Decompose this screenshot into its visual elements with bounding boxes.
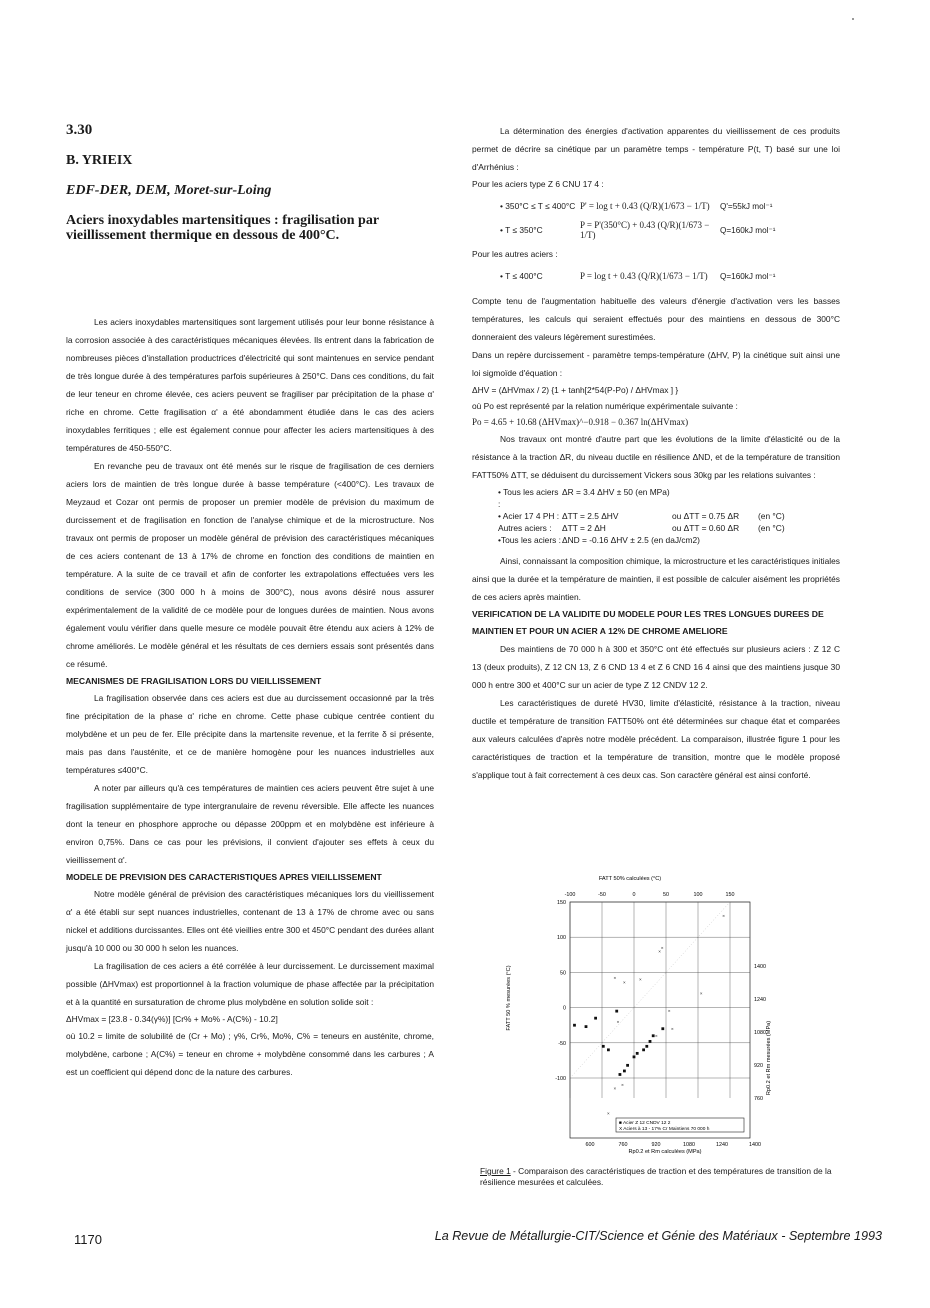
left-tick-label: 100	[557, 935, 566, 942]
heading-verification: VERIFICATION DE LA VALIDITE DU MODELE POUR LES TRES LONGUES DUREES DE MAINTIEN ET POUR UN ACIER A 12% DE CHROME AMELIORE	[472, 609, 824, 636]
left-tick-label: 0	[563, 1005, 566, 1012]
data-point-x: ×	[658, 948, 661, 954]
formula-row	[472, 218, 840, 242]
scan-mark	[852, 18, 854, 20]
section-number: 3.30	[66, 122, 93, 138]
top-tick-label: 150	[725, 892, 735, 898]
ainsi-paragraph: Ainsi, connaissant la composition chimique, la microstructure et les caractéristiques initiales ainsi que la durée et la température de maintien, il est possible de calculer aisément les propriétés de ces aciers après maintien.	[472, 556, 840, 602]
mech-paragraph-1: La fragilisation observée dans ces aciers est due au durcissement occasionné par la très fine précipitation de la phase α' riche en chrome. Cette phase cubique centrée contient du molybdène et un peu de fer. Elle précipite dans la martensite revenue, et la ferrite δ si présente, mais pas dans l'austénite, et ce de manière homogène pour les nuances industrielles aux températures ≤400°C.	[66, 693, 434, 775]
data-point-square	[602, 1045, 605, 1048]
right-tick-label: 1400	[754, 964, 766, 970]
relation-unit: (en °C)	[758, 523, 785, 533]
formula: P = P'(350°C) + 0.43 (Q/R)(1/673 − 1/T)	[580, 220, 710, 240]
plot-frame	[570, 902, 750, 1138]
data-point-square	[573, 1024, 576, 1027]
formula-block-1	[472, 194, 840, 242]
formula-block-2	[472, 264, 840, 288]
affiliation: EDF-DER, DEM, Moret-sur-Loing	[66, 183, 272, 198]
top-tick-label: 0	[632, 892, 636, 898]
data-point-x: ×	[655, 1033, 658, 1039]
mech-paragraph-2: A noter par ailleurs qu'à ces températures de maintien ces aciers peuvent être sujet à une fragilisation supplémentaire de type intergranulaire de revenu réversible. Elle affecte les nuances dont la teneur en phosphore approche ou dépasse 200ppm et en molybdène est inférieure à environ 0,75%. Dans ce cas pour les prévisions, il convient d'ajouter ses effets à ceux du vieillissement α'.	[66, 783, 434, 865]
po-label: où Po est représenté par la relation numérique expérimentale suivante :	[472, 401, 738, 411]
figure-caption	[480, 1166, 850, 1188]
top-tick-label: -100	[564, 892, 576, 898]
relation-unit: (en °C)	[758, 511, 785, 521]
relations-table	[472, 486, 840, 546]
relation-formula: ΔTT = 2 ΔH	[562, 523, 606, 533]
model-paragraph-3: où 10.2 = limite de solubilité de (Cr + Mo) ; γ%, Cr%, Mo%, C% = teneurs en austénite, chrome, molybdène, carbone ; A(C%) = teneur en chrome + molybdène consommé dans les carbures ; A est un coefficient qui dépend donc de la nature des carbures.	[66, 1031, 434, 1077]
journal-footer: La Revue de Métallurgie-CIT/Science et Génie des Matériaux - Septembre 1993	[434, 1229, 882, 1243]
author: B. YRIEIX	[66, 153, 133, 168]
activation-energy: Q=160kJ mol⁻¹	[720, 272, 776, 281]
figure-caption-text: - Comparaison des caractéristiques de traction et des températures de transition de la résilience mesurées et calculées.	[480, 1166, 832, 1187]
data-point-x: ×	[616, 1019, 620, 1025]
bottom-tick-label: 1080	[683, 1142, 695, 1148]
legend-entry: X Aciers à 13 - 17% Cr Maintiens 70 000 h	[619, 1127, 710, 1132]
bottom-tick-label: 1400	[749, 1142, 761, 1148]
right-column	[472, 122, 840, 784]
data-point-square	[633, 1055, 636, 1058]
top-tick-label: 50	[663, 892, 669, 898]
relation-row	[472, 534, 840, 546]
right-axis-label: Rp0.2 et Rm mesurées (MPa)	[766, 1020, 772, 1096]
plot-area	[555, 892, 766, 1148]
formula-condition: • T ≤ 400°C	[500, 271, 543, 281]
left-tick-label: -100	[555, 1076, 566, 1082]
relation-label: Autres aciers :	[498, 523, 552, 533]
top-axis-label: FATT 50% calculées (°C)	[598, 876, 662, 882]
relation-alt: ou ΔTT = 0.60 ΔR	[672, 523, 740, 533]
repere-paragraph: Dans un repère durcissement - paramètre temps-température (ΔHV, P) la cinétique suit ainsi une loi sigmoïde d'équation :	[472, 350, 840, 378]
right-tick-label: 1080	[754, 1030, 766, 1036]
data-point-square	[649, 1040, 652, 1043]
data-point-x: ×	[623, 979, 626, 985]
data-point-x: ×	[607, 1110, 610, 1116]
formula: P' = log t + 0.43 (Q/R)(1/673 − 1/T)	[580, 201, 710, 211]
relation-formula: ΔR = 3.4 ΔHV ± 50 (en MPa)	[562, 487, 670, 497]
equation-hv-max: ΔHVmax = [23.8 - 0.34(γ%)] [Cr% + Mo% - A(C%) - 10.2]	[66, 1014, 278, 1024]
second-paragraph: En revanche peu de travaux ont été menés sur le risque de fragilisation de ces derniers aciers lors de maintien de très longue durée à basse température (<400°C). Les travaux de Meyzaud et Cozar ont permis de proposer un premier modèle de prévision du maximum de durcissement et de fragilisation en fonction de l'analyse chimique et de la microstructure. Nos travaux ont permis de proposer un modèle général de prévision des caractéristiques mécaniques de ces aciers contenant de 13 à 17% de chrome en fonction des conditions de maintien en température. A la suite de ce travail et afin de conforter les extrapolations effectuées vers les conditions de service (300 000 h à moins de 300°C), nous avons désiré nous assurer expérimentalement de la validité de ce modèle pour de longues durées de maintien. Nous avons également voulu vérifier dans quelle mesure ce modèle pouvait être étendu aux aciers à 12% de chrome améliorés. Le modèle général et les résultats de ces derniers essais sont présentés dans ce résumé.	[66, 461, 434, 669]
data-point-square	[642, 1048, 645, 1051]
legend-entry: ■ Acier Z 12 CNDV 12 2	[619, 1121, 671, 1126]
reference-diagonal	[570, 902, 730, 1078]
relation-label: •Tous les aciers :	[498, 535, 561, 545]
data-point-x: ×	[660, 945, 664, 951]
page-number: 1170	[74, 1232, 102, 1247]
data-point-square	[645, 1045, 648, 1048]
data-point-x: ×	[671, 1026, 674, 1032]
model-paragraph-2: La fragilisation de ces aciers a été corrélée à leur durcissement. Le durcissement maximal possible (ΔHVmax) est proportionnel à la fraction volumique de phase affectée par la précipitation et à la quantité en sursaturation de chrome plus molybdène en solution solide soit :	[66, 961, 434, 1007]
formula-row	[472, 194, 840, 218]
left-axis-label: FATT 50 % mesurées (°C)	[506, 965, 512, 1031]
activation-energy: Q=160kJ mol⁻¹	[720, 226, 776, 235]
data-point-square	[623, 1070, 626, 1073]
paper-title: Aciers inoxydables martensitiques : fragilisation par vieillissement thermique en dessous de 400°C.	[66, 213, 379, 243]
formula-condition: • 350°C ≤ T ≤ 400°C	[500, 201, 576, 211]
data-point-square	[585, 1025, 588, 1028]
left-tick-label: 150	[557, 900, 566, 906]
left-tick-label: 50	[560, 970, 566, 977]
left-column	[66, 122, 434, 1081]
data-point-square	[594, 1017, 597, 1020]
relation-row	[472, 510, 840, 522]
right-tick-label: 920	[754, 1063, 763, 1069]
relation-formula: ΔND = -0.16 ΔHV ± 2.5 (en daJ/cm2)	[562, 535, 700, 545]
data-point-x: ×	[613, 1086, 617, 1092]
heading-modele: MODELE DE PREVISION DES CARACTERISTIQUES APRES VIEILLISSEMENT	[66, 872, 382, 882]
heading-mecanismes: MECANISMES DE FRAGILISATION LORS DU VIEILLISSEMENT	[66, 676, 322, 686]
relation-alt: ou ΔTT = 0.75 ΔR	[672, 511, 740, 521]
relation-row	[472, 486, 840, 510]
right-tick-label: 1240	[754, 997, 766, 1003]
figure-caption-label: Figure 1	[480, 1166, 511, 1176]
formula: P = log t + 0.43 (Q/R)(1/673 − 1/T)	[580, 271, 708, 281]
data-point-x: ×	[699, 991, 703, 997]
relation-row	[472, 522, 840, 534]
data-point-square	[615, 1010, 618, 1013]
top-tick-label: -50	[598, 892, 606, 898]
energy-paragraph: Compte tenu de l'augmentation habituelle des valeurs d'énergie d'activation vers les basses températures, les calculs qui seraient effectués pour des maintiens en dessous de 300°C donneraient des valeurs légèrement surestimées.	[472, 296, 840, 342]
equation-sigmoid: ΔHV = (ΔHVmax / 2) {1 + tanh[2*54(P-Po) / ΔHVmax ] }	[472, 385, 679, 395]
data-point-square	[661, 1027, 664, 1030]
bottom-tick-label: 600	[585, 1142, 595, 1148]
data-point-x: ×	[722, 913, 725, 919]
left-tick-label: -50	[558, 1040, 566, 1047]
intro-paragraph: Les aciers inoxydables martensitiques sont largement utilisés pour leur bonne résistance à la corrosion associée à des caractéristiques mécaniques élevées. Ils entrent dans la fabrication de nombreuses pièces d'installation productrices d'électricité qui sont maintenues en service pendant de très longue durée à des températures parfois supérieures à 250°C. Dans ces conditions, du fait de leur teneur en chrome élevée, ces aciers peuvent se fragiliser par précipitation de la phase α' riche en chrome. Cette fragilisation α' a été abondamment étudiée dans le cas des aciers inoxydables ferritiques ; elle est également connue pour affecter les aciers martensitiques à des températures de 450-550°C.	[66, 317, 434, 453]
verif-paragraph-2: Les caractéristiques de dureté HV30, limite d'élasticité, résistance à la traction, niveau ductile et température de transition FATT50% ont été déterminées sur chaque état et comparées aux valeurs calculées d'après notre modèle précédent. La comparaison, illustrée figure 1 pour les caractéristiques de traction et la température de transition, montre que le modèle proposé s'applique tout à fait correctement à ces deux cas. Son caractère général est ainsi conforté.	[472, 698, 840, 780]
model-paragraph-1: Notre modèle général de prévision des caractéristiques mécaniques lors du vieillissement α' a été établi sur sept nuances industrielles, contenant de 13 à 17% de chrome avec ou sans nickel et additions durcissantes. Elles ont été vieillies entre 300 et 450°C pendant des durées allant jusqu'à 10 000 ou 30 000 h selon les nuances.	[66, 889, 434, 953]
activation-energy: Q'=55kJ mol⁻¹	[720, 202, 773, 211]
legend	[616, 1118, 744, 1132]
top-tick-label: 100	[693, 892, 703, 898]
equation-po: Po = 4.65 + 10.68 (ΔHVmax)^−0.918 − 0.367 ln(ΔHVmax)	[472, 417, 689, 427]
bottom-tick-label: 1240	[716, 1142, 728, 1148]
activation-paragraph: La détermination des énergies d'activation apparentes du vieillissement de ces produits permet de décrire sa cinétique par un paramètre temps - température P(t, T) basé sur une loi d'Arrhénius :	[472, 126, 840, 172]
bottom-axis-label: Rp0.2 et Rm calculées (MPa)	[628, 1149, 702, 1155]
relation-formula: ΔTT = 2.5 ΔHV	[562, 511, 619, 521]
right-tick-label: 760	[754, 1096, 763, 1102]
other-steels-label: Pour les autres aciers :	[472, 249, 558, 259]
data-point-x: ×	[613, 975, 617, 981]
verif-paragraph-1: Des maintiens de 70 000 h à 300 et 350°C ont été effectués sur plusieurs aciers : Z 12 C 13 (deux produits), Z 12 CN 13, Z 6 CND 13 4 et Z 6 CND 16 4 ainsi que des maintiens jusque 30 000 h entre 300 et 400°C sur un acier de type Z 12 CNDV 12 2.	[472, 644, 840, 690]
relation-label: • Tous les aciers :	[498, 487, 559, 509]
formula-condition: • T ≤ 350°C	[500, 225, 543, 235]
formula-row	[472, 264, 840, 288]
bottom-tick-label: 760	[618, 1142, 628, 1148]
data-point-x: ×	[639, 977, 642, 983]
data-point-square	[619, 1073, 622, 1076]
data-point-square	[607, 1048, 610, 1051]
evolution-paragraph: Nos travaux ont montré d'autre part que les évolutions de la limite d'élasticité ou de la résistance à la traction ΔR, du niveau ductile en résilience ΔND, et de la température de transition FATT50% ΔTT, se déduisent du durcissement Vickers sous 30kg par les relations suivantes :	[472, 434, 840, 480]
relation-label: • Acier 17 4 PH :	[498, 511, 560, 521]
figure-1-scatter-chart	[480, 868, 780, 1156]
data-point-square	[626, 1064, 629, 1067]
bottom-tick-label: 920	[651, 1142, 661, 1148]
data-point-square	[636, 1052, 639, 1055]
data-point-x: ×	[621, 1082, 624, 1088]
data-point-x: ×	[667, 1008, 671, 1014]
steel-type-label: Pour les aciers type Z 6 CNU 17 4 :	[472, 179, 604, 189]
